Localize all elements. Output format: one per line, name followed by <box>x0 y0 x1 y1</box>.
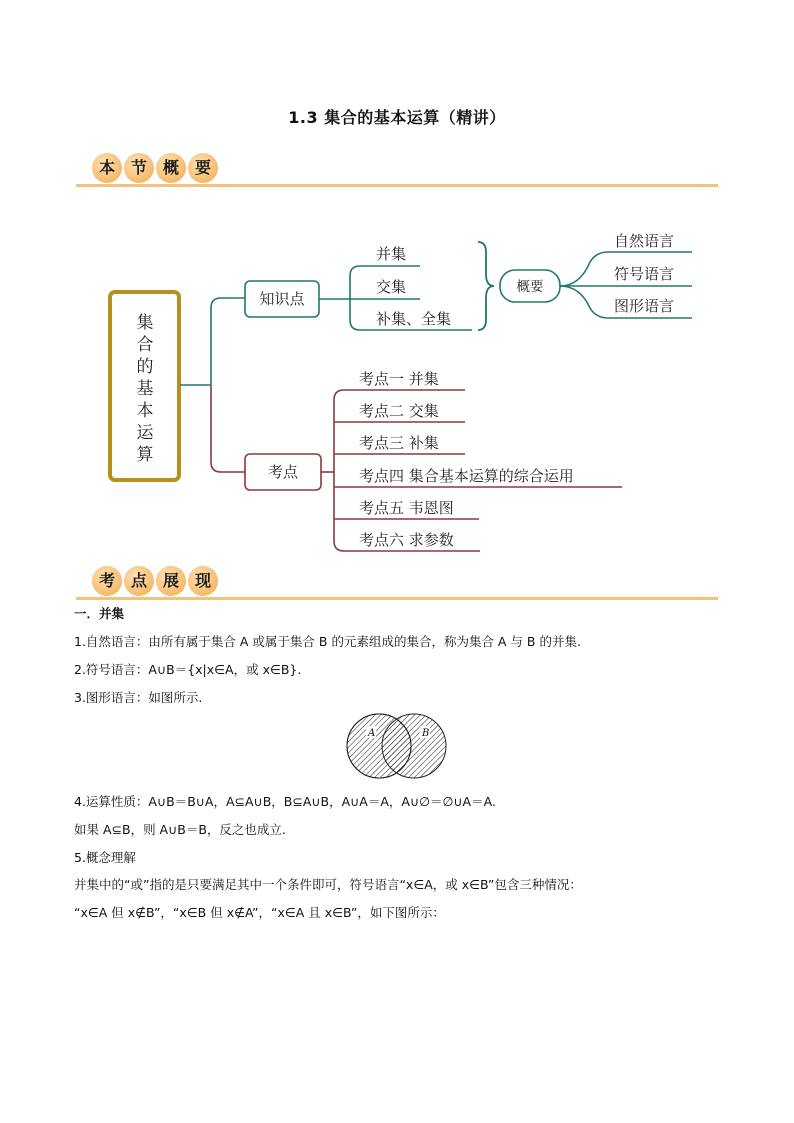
root-char: 合 <box>136 335 154 355</box>
banner-char: 概 <box>156 153 186 183</box>
section-banner-points <box>76 566 718 600</box>
text-line: 5.概念理解 <box>74 850 136 865</box>
text-line: 3.图形语言：如图所示. <box>74 690 203 705</box>
venn-label-b: B <box>422 728 430 739</box>
knowledge-item: 补集、全集 <box>376 310 452 328</box>
banner-rule <box>76 597 718 600</box>
text-line: 4.运算性质：A∪B＝B∪A，A⊆A∪B，B⊆A∪B，A∪A＝A，A∪∅＝∅∪A＝A. <box>74 794 496 809</box>
exam-item: 考点六 求参数 <box>359 531 454 549</box>
text-line: 2.符号语言：A∪B＝{x|x∈A，或 x∈B}. <box>74 662 302 677</box>
summary-label: 概要 <box>516 279 544 295</box>
branch-exam-label: 考点 <box>267 463 299 481</box>
brace <box>478 242 494 330</box>
root-char: 本 <box>136 401 154 421</box>
knowledge-item: 并集 <box>376 245 407 263</box>
text-line: 并集中的“或”指的是只要满足其中一个条件即可，符号语言“x∈A，或 x∈B”包含三种情况： <box>74 877 582 892</box>
banner-char: 现 <box>188 566 218 596</box>
root-char: 基 <box>136 379 154 399</box>
banner-char: 本 <box>92 153 122 183</box>
summary-item: 符号语言 <box>614 265 675 283</box>
text-line: 如果 A⊆B，则 A∪B＝B，反之也成立. <box>74 822 286 837</box>
banner-char: 点 <box>124 566 154 596</box>
venn-label-a: A <box>368 728 376 739</box>
root-char: 运 <box>136 423 154 443</box>
exam-item: 考点一 并集 <box>359 370 439 388</box>
exam-item: 考点五 韦恩图 <box>359 499 454 517</box>
banner-char: 节 <box>124 153 154 183</box>
exam-item: 考点四 集合基本运算的综合运用 <box>359 467 574 485</box>
text-line: 1.自然语言：由所有属于集合 A 或属于集合 B 的元素组成的集合，称为集合 A 与 B 的并集. <box>74 634 581 649</box>
text-line: “x∈A 但 x∉B”，“x∈B 但 x∉A”，“x∈A 且 x∈B”，如下图所示： <box>74 905 445 920</box>
branch-knowledge-label: 知识点 <box>259 290 305 308</box>
banner-char: 考 <box>92 566 122 596</box>
section-heading: 一．并集 <box>74 606 125 621</box>
exam-item: 考点三 补集 <box>359 434 439 452</box>
page-title: 1.3 集合的基本运算（精讲） <box>288 108 506 127</box>
root-char: 的 <box>136 357 154 377</box>
venn-circle-b <box>382 714 446 778</box>
knowledge-item: 交集 <box>376 278 407 296</box>
venn-diagram-union <box>340 710 455 782</box>
banner-char: 展 <box>156 566 186 596</box>
summary-item: 自然语言 <box>614 232 675 250</box>
summary-item: 图形语言 <box>614 297 675 315</box>
banner-char: 要 <box>188 153 218 183</box>
root-char: 集 <box>136 313 154 333</box>
root-char: 算 <box>136 445 154 465</box>
exam-item: 考点二 交集 <box>359 402 439 420</box>
